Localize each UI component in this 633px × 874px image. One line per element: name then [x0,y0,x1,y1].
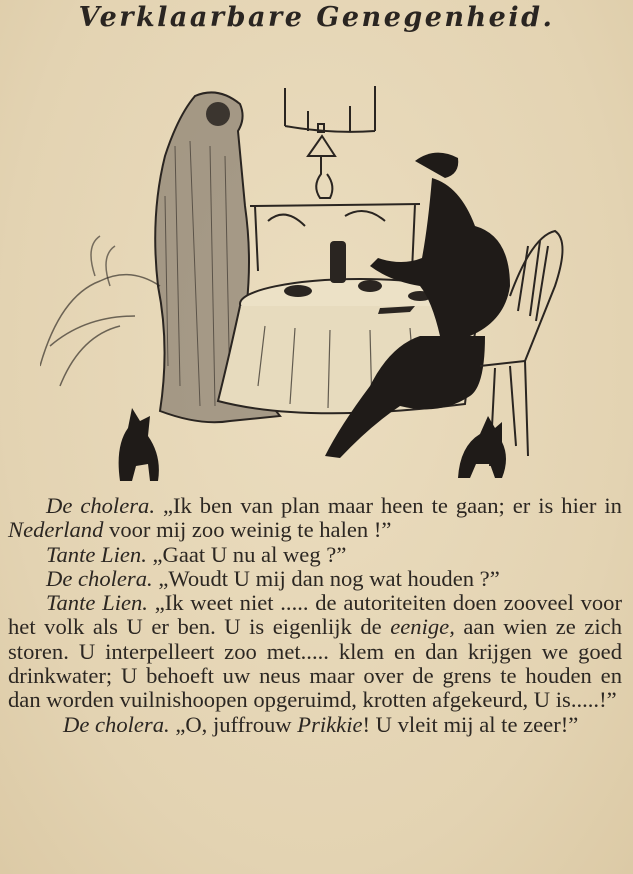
dialogue-line [8,543,622,567]
speaker-name: Tante Lien. [46,541,147,567]
cartoon-illustration [40,86,600,486]
dialogue-text-span: „Gaat U nu al weg ?” [146,541,347,567]
emphasis-text: eenige, [390,614,455,640]
dialogue-text-span: „Woudt U mij dan nog wat houden ?” [152,565,500,591]
dialogue-text-span: aan wien ze zich storen. U interpelleert zoo met..... klem en dan krijgen we goed drinkwater; U behoeft uw neus maar over de grens te houden en dan worden vuilnishoopen opgeruimd, krotten afgekeurd, U is.....!” [8,614,622,713]
speaker-name: De cholera. [46,565,153,591]
dialogue-line [8,591,622,712]
dialogue-text-span: „O, juffrouw [169,711,298,737]
dialogue-text-span: „Ik weet niet ..... de autoriteiten doen zooveel voor het volk als U er ben. U is eigenlijk de [8,590,622,640]
speaker-name: De cholera. [46,493,155,518]
cartoon-title: Verklaarbare Genegenheid. [78,2,555,33]
speaker-name: De cholera. [63,711,170,737]
dialogue-line [8,713,622,737]
dialogue-text [8,494,622,737]
speaker-name: Tante Lien. [46,590,148,616]
dialogue-line [8,494,622,543]
dialogue-text-span: „Ik ben van plan maar heen te gaan; er is hier in [154,493,622,518]
wall-lamp-icon [285,86,375,198]
emphasis-text: Nederland [8,517,104,543]
emphasis-text: Prikkie [297,711,363,737]
dialogue-text-span: ! U vleit mij al te zeer!” [362,711,579,737]
cat-right-icon [458,416,506,478]
dialogue-text-span: voor mij zoo weinig te halen !” [103,517,392,543]
cat-left-icon [119,408,159,481]
dialogue-line [8,567,622,591]
